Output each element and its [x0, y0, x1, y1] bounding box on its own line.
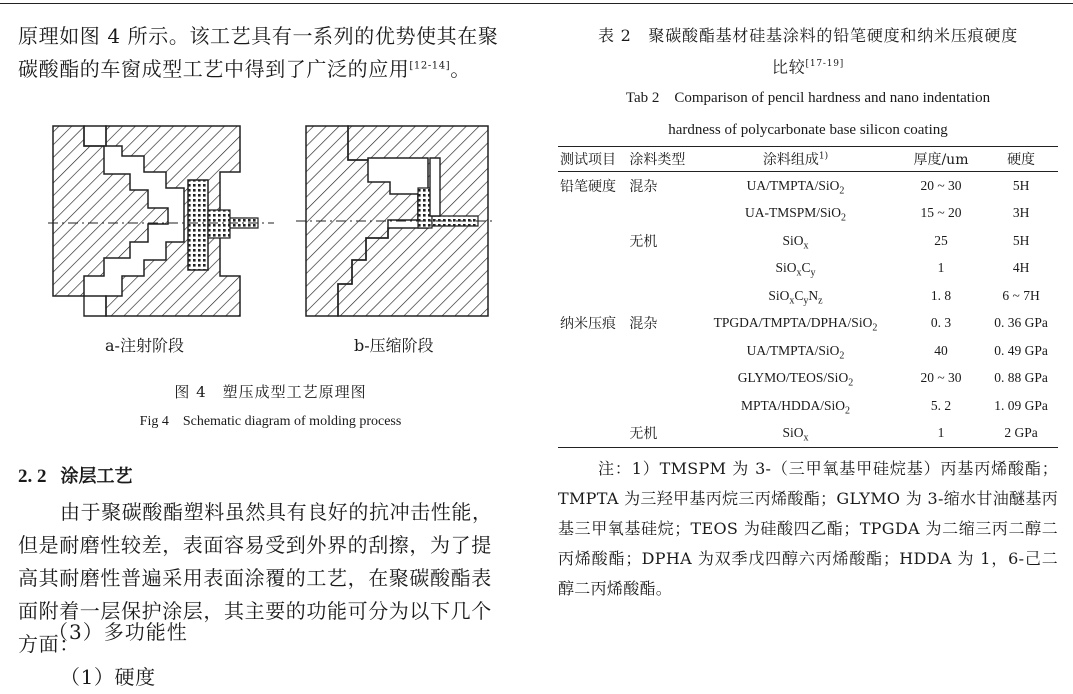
table-row [558, 172, 1058, 200]
figure-title-en: Fig 4 Schematic diagram of molding process [139, 414, 402, 429]
cell-hardness [984, 365, 1058, 393]
section-title: 涂层工艺 [60, 466, 133, 487]
intro-line-2 [18, 53, 523, 86]
cell-composition-sub: 2 [839, 185, 845, 197]
cell-thickness-text: 15 ~ 20 [920, 205, 962, 221]
cell-hardness [984, 227, 1058, 255]
cell-composition-sub: 2 [848, 377, 854, 389]
cell-test-item [558, 172, 627, 200]
page-top-rule [0, 3, 1073, 4]
cell-composition-sub: x [803, 240, 809, 252]
cell-composition-main: MPTA/HDDA/SiO [741, 397, 845, 413]
table-body [558, 172, 1058, 448]
cell-composition-main: UA/TMPTA/SiO [746, 342, 840, 358]
table-row [558, 337, 1058, 365]
cell-thickness-text: 5. 2 [930, 397, 952, 413]
table-row [558, 392, 1058, 420]
table-row [558, 200, 1058, 228]
cell-coating-type [627, 282, 693, 310]
cell-hardness-text: 0. 49 GPa [994, 342, 1048, 358]
cell-composition [693, 420, 898, 448]
cell-thickness [898, 337, 984, 365]
table-title-en-line-1: Tab 2 Comparison of pencil hardness and nano indentation [625, 90, 991, 107]
body-line-5: 方面： [18, 632, 80, 656]
cell-composition-main: SiO [768, 287, 790, 303]
table-title-cn-line-2 [558, 50, 1058, 81]
cell-coating-type [627, 392, 693, 420]
right-column [558, 22, 1058, 598]
cell-composition [693, 365, 898, 393]
body-paragraph [18, 496, 523, 694]
cell-hardness-text: 4H [1012, 260, 1030, 276]
body-line-2: 但是耐磨性较差，表面容易受到外界的刮擦，为了提 [18, 533, 492, 557]
cell-thickness-text: 25 [934, 232, 948, 248]
cell-coating-type [627, 255, 693, 283]
cell-hardness-text: 2 GPa [1004, 425, 1038, 441]
table-row [558, 227, 1058, 255]
cell-coating-type [627, 365, 693, 393]
subsection-3-heading: （3）多功能性 [48, 620, 188, 644]
intro-line-2-text: 碳酸酯的车窗成型工艺中得到了广泛的应用 [18, 57, 410, 81]
cell-composition [693, 200, 898, 228]
cell-coating-type [627, 172, 693, 200]
cell-thickness [898, 227, 984, 255]
cell-composition [693, 392, 898, 420]
cell-composition-sub: x [789, 295, 795, 307]
table-row [558, 365, 1058, 393]
cell-test-item-text: 铅笔硬度 [560, 179, 616, 195]
cell-composition-sub: 2 [839, 350, 845, 362]
header-type: 涂料类型 [627, 147, 693, 172]
mold-a-injection-diagram [48, 126, 274, 316]
cell-thickness [898, 200, 984, 228]
cell-coating-type-text: 无机 [629, 427, 658, 443]
cell-coating-type [627, 227, 693, 255]
section-number: 2. 2 [18, 466, 47, 487]
cell-composition [693, 227, 898, 255]
cell-hardness-text: 0. 36 GPa [994, 315, 1048, 331]
table-title-en-line-2: hardness of polycarbonate base silicon coating [668, 122, 948, 139]
body-line-4: 面附着一层保护涂层，其主要的功能可分为以下几个 [18, 599, 492, 623]
cell-composition-main: TPGDA/TMPTA/DPHA/SiO [713, 315, 873, 331]
cell-test-item [558, 200, 627, 228]
cell-test-item-text: 纳米压痕 [560, 317, 616, 333]
cell-composition [693, 282, 898, 310]
table-footnote [558, 454, 1058, 604]
table-row [558, 420, 1058, 448]
header-composition [693, 147, 898, 172]
cell-thickness-text: 1. 8 [930, 287, 952, 303]
cell-hardness-text: 6 ~ 7H [1002, 287, 1040, 303]
cell-test-item [558, 392, 627, 420]
table-row [558, 282, 1058, 310]
header-hardness: 硬度 [984, 147, 1058, 172]
cell-composition-main: SiO [775, 260, 797, 276]
cell-composition-sub: 2 [872, 322, 878, 334]
cell-test-item [558, 420, 627, 448]
intro-citation: [12-14] [409, 60, 451, 72]
cell-composition-part-c: N [808, 287, 819, 303]
cell-composition-sub: 2 [844, 405, 850, 417]
cell-composition-main: UA/TMPTA/SiO [746, 177, 840, 193]
cell-composition-sub-c: z [818, 295, 823, 307]
cell-hardness [984, 255, 1058, 283]
cell-composition [693, 337, 898, 365]
cell-thickness-text: 20 ~ 30 [920, 177, 962, 193]
cell-thickness [898, 392, 984, 420]
header-composition-note: 1) [818, 151, 829, 162]
cell-composition-sub: x [796, 267, 802, 279]
cell-hardness [984, 310, 1058, 338]
table-row [558, 255, 1058, 283]
cell-thickness-text: 40 [934, 342, 948, 358]
cell-thickness [898, 365, 984, 393]
cell-hardness [984, 172, 1058, 200]
hardness-table [558, 146, 1058, 448]
cell-thickness [898, 172, 984, 200]
intro-end-mark: 。 [450, 57, 471, 81]
table-header-row [558, 147, 1058, 172]
header-thickness: 厚度/um [898, 147, 984, 172]
cell-coating-type [627, 200, 693, 228]
cell-thickness-text: 20 ~ 30 [920, 370, 962, 386]
cell-hardness-text: 0. 88 GPa [994, 370, 1048, 386]
cell-hardness-text: 5H [1012, 177, 1030, 193]
cell-composition [693, 172, 898, 200]
table-footnote-text: 注：1）TMSPM 为 3-（三甲氧基甲硅烷基）丙基丙烯酸酯；TMPTA 为三羟甲基丙烷三丙烯酸酯；GLYMO 为 3-缩水甘油醚基丙基三甲氧基硅烷；TEOS 为硅酸四乙酯；TPGDA 为二缩三丙二醇二丙烯酸酯；DPHA 为双季戊四醇六丙烯酸酯；HDDA 为 1，6-己二醇二丙烯酸酯。 [558, 459, 1058, 598]
table-title-citation: [17-19] [805, 59, 845, 69]
body-line-1: 由于聚碳酸酯塑料虽然具有良好的抗冲击性能， [60, 500, 493, 524]
cell-hardness [984, 337, 1058, 365]
cell-thickness [898, 282, 984, 310]
cell-thickness-text: 1 [937, 425, 945, 441]
cell-hardness [984, 420, 1058, 448]
cell-test-item [558, 310, 627, 338]
body-line-3: 高其耐磨性普遍采用表面涂覆的工艺，在聚碳酸酯表 [18, 566, 492, 590]
cell-test-item [558, 337, 627, 365]
table-title-cn-line-2-text: 比较 [771, 57, 806, 77]
cell-thickness [898, 310, 984, 338]
header-item: 测试项目 [558, 147, 627, 172]
cell-composition-main: GLYMO/TEOS/SiO [737, 370, 849, 386]
cell-composition-sub-b: y [810, 267, 816, 279]
molding-process-figure [48, 124, 508, 324]
cell-coating-type [627, 337, 693, 365]
cell-test-item [558, 365, 627, 393]
cell-composition-main: UA-TMSPM/SiO [744, 205, 841, 221]
cell-test-item [558, 227, 627, 255]
cell-composition-part-b: C [801, 260, 811, 276]
cell-composition-part-b: C [794, 287, 804, 303]
cell-thickness-text: 1 [937, 260, 945, 276]
cell-composition-sub: x [803, 432, 809, 444]
header-composition-text: 涂料组成 [762, 152, 819, 168]
cell-hardness-text: 5H [1012, 232, 1030, 248]
mold-b-compression-diagram [296, 126, 494, 316]
intro-line-1: 原理如图 4 所示。该工艺具有一系列的优势使其在聚 [18, 24, 499, 48]
cell-thickness-text: 0. 3 [930, 315, 952, 331]
cell-composition-main: SiO [782, 232, 804, 248]
figure-caption-a: a-注射阶段 [105, 336, 184, 355]
cell-hardness [984, 392, 1058, 420]
cell-coating-type-text: 无机 [629, 234, 658, 250]
cell-composition-sub-b: y [803, 295, 809, 307]
cell-coating-type [627, 310, 693, 338]
cell-hardness [984, 282, 1058, 310]
cell-composition-sub: 2 [841, 212, 846, 224]
section-heading [18, 462, 133, 488]
cell-composition [693, 255, 898, 283]
cell-thickness [898, 255, 984, 283]
cell-test-item [558, 255, 627, 283]
cell-composition-main: SiO [782, 425, 804, 441]
figure-title-cn: 图 4 塑压成型工艺原理图 [174, 383, 367, 401]
cell-test-item [558, 282, 627, 310]
cell-coating-type-text: 混杂 [629, 179, 658, 195]
figure-caption-b: b-压缩阶段 [354, 336, 434, 355]
cell-hardness [984, 200, 1058, 228]
cell-hardness-text: 1. 09 GPa [994, 397, 1048, 413]
table-row [558, 310, 1058, 338]
cell-coating-type [627, 420, 693, 448]
cell-hardness-text: 3H [1012, 205, 1030, 221]
cell-thickness [898, 420, 984, 448]
cell-composition [693, 310, 898, 338]
cell-coating-type-text: 混杂 [629, 317, 658, 333]
subsection-1-heading: （1）硬度 [60, 665, 156, 689]
table-title-cn-line-1: 表 2 聚碳酸酯基材硅基涂料的铅笔硬度和纳米压痕硬度 [597, 26, 1019, 45]
